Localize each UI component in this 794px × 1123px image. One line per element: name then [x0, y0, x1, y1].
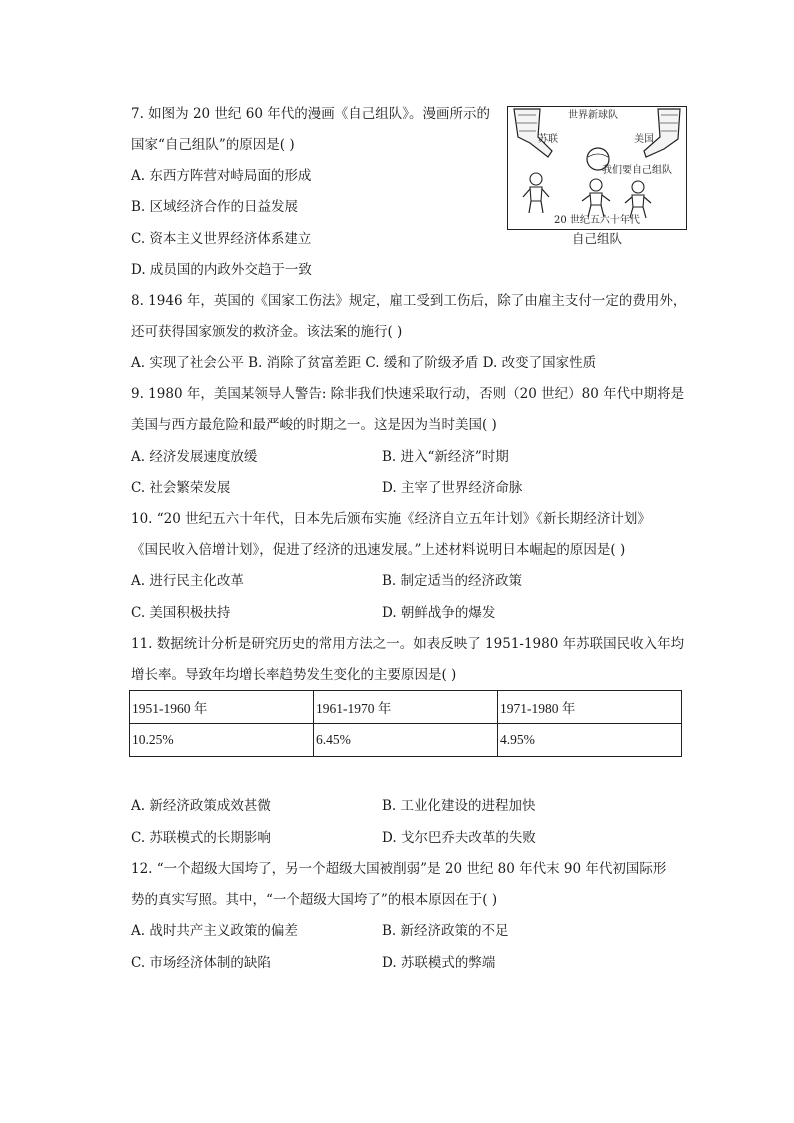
q10-option-a[interactable]: A. 进行民主化改革 [131, 573, 244, 589]
income-growth-table [129, 690, 682, 757]
cartoon-title: 世界新球队 [568, 110, 618, 121]
q11-option-c[interactable]: C. 苏联模式的长期影响 [131, 830, 271, 846]
cartoon-right-label: 美国 [634, 134, 654, 145]
q9-stem-line1: 9. 1980 年，美国某领导人警告: 除非我们快速采取行动，否则（20 世纪）80 年代中期将是 [131, 386, 685, 402]
q12-option-d[interactable]: D. 苏联模式的弊端 [382, 955, 496, 971]
q9-option-d[interactable]: D. 主宰了世界经济命脉 [382, 480, 523, 496]
q10-option-b[interactable]: B. 制定适当的经济政策 [382, 573, 523, 589]
q7-stem-line1: 7. 如图为 20 世纪 60 年代的漫画《自己组队》。漫画所示的 [131, 106, 490, 122]
q8-stem-line2: 还可获得国家颁发的救济金。该法案的施行( ) [131, 324, 403, 340]
q7-option-a[interactable]: A. 东西方阵营对峙局面的形成 [131, 168, 312, 184]
q7-stem-line2: 国家“自己组队”的原因是( ) [131, 137, 295, 153]
q11-stem-line2: 增长率。导致年均增长率趋势发生变化的主要原因是( ) [131, 667, 457, 683]
cartoon-caption: 自己组队 [571, 231, 622, 246]
q9-option-c[interactable]: C. 社会繁荣发展 [131, 480, 231, 496]
q9-option-a[interactable]: A. 经济发展速度放缓 [131, 449, 258, 465]
q11-stem-line1: 11. 数据统计分析是研究历史的常用方法之一。如表反映了 1951-1980 年苏联国民收入年均 [131, 636, 685, 652]
q8-options[interactable]: A. 实现了社会公平 B. 消除了贫富差距 C. 缓和了阶级矛盾 D. 改变了国家性质 [131, 355, 597, 371]
q8-stem-line1: 8. 1946 年，英国的《国家工伤法》规定，雇工受到工伤后，除了由雇主支付一定的费用外， [131, 293, 687, 309]
table-cell: 4.95% [498, 724, 682, 757]
q10-stem-line2: 《国民收入倍增计划》，促进了经济的迅速发展。”上述材料说明日本崛起的原因是( ) [131, 542, 626, 558]
table-header-row [130, 691, 682, 724]
q12-option-c[interactable]: C. 市场经济体制的缺陷 [131, 955, 271, 971]
cartoon-figure [507, 106, 687, 230]
q7-option-b[interactable]: B. 区域经济合作的日益发展 [131, 199, 299, 215]
table-header-cell: 1951-1960 年 [130, 691, 314, 724]
q11-option-b[interactable]: B. 工业化建设的进程加快 [382, 798, 536, 814]
table-header-cell: 1971-1980 年 [498, 691, 682, 724]
table-row [130, 724, 682, 757]
q12-stem-line1: 12. “一个超级大国垮了，另一个超级大国被削弱”是 20 世纪 80 年代末 90 年代初国际形 [131, 861, 667, 877]
cartoon-left-label: 苏联 [538, 134, 558, 145]
q9-option-b[interactable]: B. 进入“新经济”时期 [382, 449, 509, 465]
q11-option-a[interactable]: A. 新经济政策成效甚微 [131, 798, 271, 814]
cartoon-speech: 我们要自己组队 [602, 165, 672, 176]
q10-stem-line1: 10. “20 世纪五六十年代，日本先后颁布实施《经济自立五年计划》《新长期经济计划》 [131, 511, 651, 527]
q12-stem-line2: 势的真实写照。其中，“一个超级大国垮了”的根本原因在于( ) [131, 892, 498, 908]
q7-option-c[interactable]: C. 资本主义世界经济体系建立 [131, 231, 312, 247]
q10-option-c[interactable]: C. 美国积极扶持 [131, 605, 231, 621]
table-cell: 10.25% [130, 724, 314, 757]
q12-option-a[interactable]: A. 战时共产主义政策的偏差 [131, 923, 298, 939]
q11-option-d[interactable]: D. 戈尔巴乔夫改革的失败 [382, 830, 536, 846]
cartoon-era-label: 20 世纪五六十年代 [554, 215, 640, 226]
q12-option-b[interactable]: B. 新经济政策的不足 [382, 923, 509, 939]
q9-stem-line2: 美国与西方最危险和最严峻的时期之一。这是因为当时美国( ) [131, 417, 497, 433]
q7-option-d[interactable]: D. 成员国的内政外交趋于一致 [131, 262, 312, 278]
table-header-cell: 1961-1970 年 [314, 691, 498, 724]
table-cell: 6.45% [314, 724, 498, 757]
q10-option-d[interactable]: D. 朝鲜战争的爆发 [382, 605, 496, 621]
